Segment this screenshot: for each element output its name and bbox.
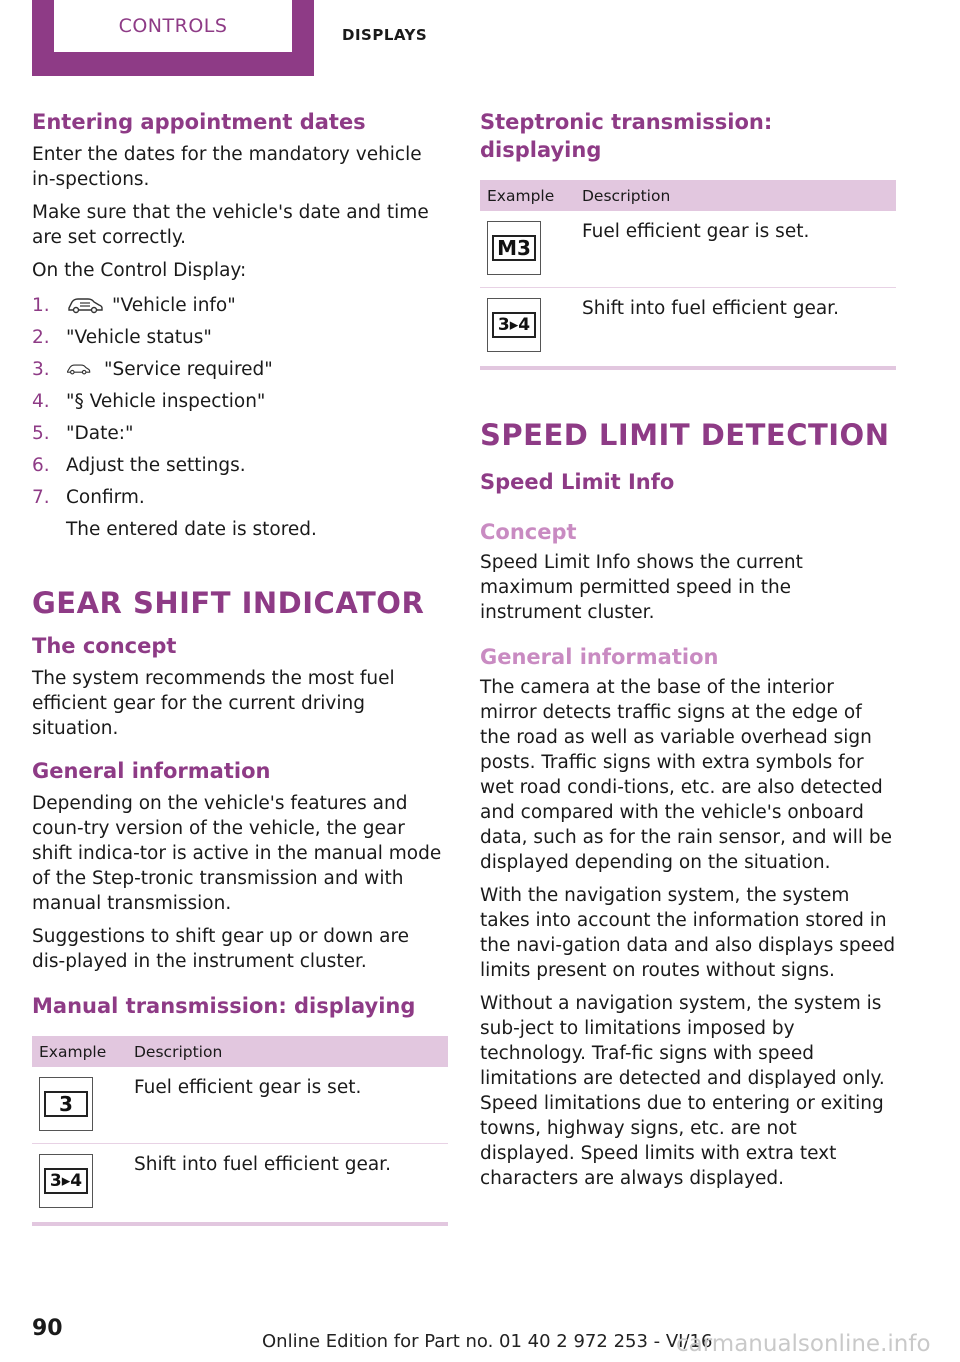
speed-limit-info-heading: Speed Limit Info xyxy=(480,470,675,494)
example-cell xyxy=(480,211,575,288)
list-item xyxy=(32,325,448,350)
list-item xyxy=(32,421,448,446)
list-item xyxy=(32,485,448,510)
table-header-row xyxy=(32,1036,448,1067)
step-label: "Service required" xyxy=(104,359,273,380)
step-label: Confirm. xyxy=(66,487,145,508)
steptronic-table xyxy=(480,180,896,364)
general-paragraph-1: The camera at the base of the interior mirror detects traffic signs at the edge of the road as well as variable overhead sign posts. Traffic signs with extra symbols for wet road condi-tions, etc. are also detected and compared with the vehicle's onboard data, such as for the rain sensor, and will be displayed depending on the situation. xyxy=(480,677,892,873)
example-cell xyxy=(480,288,575,365)
step-label: "Vehicle info" xyxy=(112,295,236,316)
step-label: Adjust the settings. xyxy=(66,455,246,476)
step-text xyxy=(66,293,236,318)
gear-display-icon xyxy=(487,221,541,275)
appointment-paragraph-3: On the Control Display: xyxy=(32,260,247,281)
general-info-heading: General information xyxy=(32,759,271,783)
manual-transmission-heading: Manual transmission: displaying xyxy=(32,994,416,1018)
description-cell: Fuel efficient gear is set. xyxy=(127,1067,448,1144)
list-item xyxy=(32,389,448,414)
car-info-icon xyxy=(66,296,104,314)
table-row xyxy=(32,1067,448,1144)
gear-display-text: M3 xyxy=(492,235,536,261)
list-item xyxy=(32,293,448,318)
list-item xyxy=(32,357,448,382)
appointment-heading: Entering appointment dates xyxy=(32,110,366,134)
example-cell xyxy=(32,1144,127,1221)
table-row xyxy=(32,1144,448,1221)
gear-display-text: 3▸4 xyxy=(44,1168,88,1194)
step-label: "Date:" xyxy=(66,423,134,444)
step-label: "§ Vehicle inspection" xyxy=(66,391,266,412)
step-number: 1. xyxy=(32,295,50,316)
column-header-description: Description xyxy=(127,1036,448,1067)
general-paragraph-2: Suggestions to shift gear up or down are dis-played in the instrument cluster. xyxy=(32,926,410,972)
step-text xyxy=(66,357,273,382)
tab-controls[interactable] xyxy=(32,0,314,76)
manual-transmission-table xyxy=(32,1036,448,1220)
concept-heading: Concept xyxy=(480,520,577,544)
table-divider xyxy=(32,1222,448,1226)
page-number: 90 xyxy=(32,1316,63,1341)
watermark: carmanualsonline.info xyxy=(676,1331,931,1357)
column-header-example: Example xyxy=(32,1036,127,1067)
tab-displays[interactable]: DISPLAYS xyxy=(342,26,428,44)
description-cell: Shift into fuel efficient gear. xyxy=(582,298,839,319)
concept-paragraph: Speed Limit Info shows the current maximum permitted speed in the instrument cluster. xyxy=(480,552,803,623)
step-number: 4. xyxy=(32,391,50,412)
general-paragraph-2: With the navigation system, the system takes into account the information stored in the navi-gation data and also displays speed limits present on routes without signs. xyxy=(480,885,896,981)
column-header-example: Example xyxy=(480,180,575,211)
tab-controls-label: CONTROLS xyxy=(54,0,292,52)
appointment-paragraph-2: Make sure that the vehicle's date and time are set correctly. xyxy=(32,202,429,248)
step-number: 5. xyxy=(32,423,50,444)
general-paragraph-3: Without a navigation system, the system is sub-ject to limitations imposed by technology. Traf-fic signs with speed limitations are detected and displayed only. Speed limitations due to entering or exiting towns, highway signs, etc. are not displayed. Speed limits with extra text characters are always displayed. xyxy=(480,993,885,1189)
description-cell: Shift into fuel efficient gear. xyxy=(134,1154,391,1175)
table-header-row xyxy=(480,180,896,211)
gear-shift-up-icon xyxy=(487,298,541,352)
header-tabs xyxy=(32,0,427,76)
steps-list xyxy=(32,293,448,510)
table-row xyxy=(480,211,896,288)
speed-limit-heading: SPEED LIMIT DETECTION xyxy=(480,418,890,452)
table-row xyxy=(480,288,896,365)
description-cell: Fuel efficient gear is set. xyxy=(575,211,896,288)
example-cell xyxy=(32,1067,127,1144)
gear-display-icon xyxy=(39,1077,93,1131)
step-number: 6. xyxy=(32,455,50,476)
gear-shift-heading: GEAR SHIFT INDICATOR xyxy=(32,586,425,620)
steptronic-heading: Steptronic transmission: displaying xyxy=(480,110,773,162)
gear-display-text: 3 xyxy=(44,1091,88,1117)
car-service-icon xyxy=(66,360,96,378)
gear-shift-up-icon xyxy=(39,1154,93,1208)
list-item xyxy=(32,453,448,478)
step-label: "Vehicle status" xyxy=(66,327,212,348)
edition-text: Online Edition for Part no. 01 40 2 972 253 - VI/16 xyxy=(262,1331,713,1352)
right-column xyxy=(480,108,896,1199)
column-header-description: Description xyxy=(575,180,896,211)
general-info-heading: General information xyxy=(480,645,719,669)
concept-paragraph: The system recommends the most fuel efficient gear for the current driving situation. xyxy=(32,668,395,739)
gear-display-text: 3▸4 xyxy=(492,312,536,338)
table-divider xyxy=(480,366,896,370)
step-number: 7. xyxy=(32,487,50,508)
step-7-note: The entered date is stored. xyxy=(66,519,317,540)
step-number: 3. xyxy=(32,359,50,380)
step-number: 2. xyxy=(32,327,50,348)
general-paragraph-1: Depending on the vehicle's features and coun-try version of the vehicle, the gear shift indica-tor is active in the manual mode of the Step-tronic transmission and with manual transmission. xyxy=(32,793,442,914)
appointment-paragraph-1: Enter the dates for the mandatory vehicle in-spections. xyxy=(32,144,422,190)
left-column xyxy=(32,108,448,1226)
concept-heading: The concept xyxy=(32,634,177,658)
